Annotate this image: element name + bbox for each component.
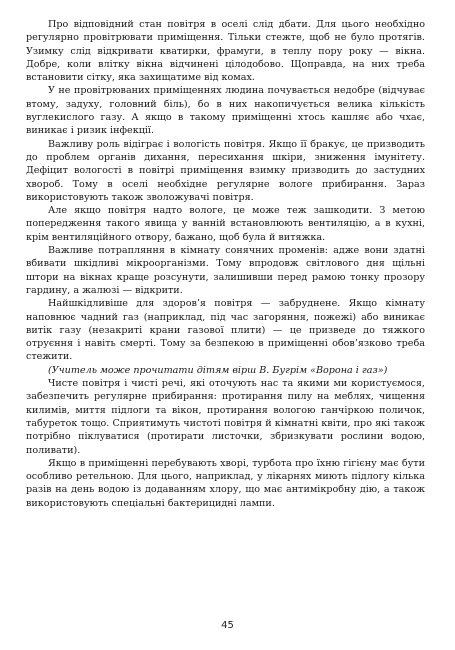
paragraph-cleaning: Чисте повітря і чисті речі, які оточують нас та якими ми користуємося, забезпечить регулярне прибирання: протирання пилу на меблях, чищення килимів, миття підлоги та вікон, протирання вологою ганчіркою поличок, табуреток тощо. Сприятимуть чистоті повітря й кімнатні квіти, про які також потрібно піклуватися (протирати листочки, збризкувати рослини водою, поливати). — [26, 378, 425, 456]
page-number: 45 — [221, 620, 234, 631]
paragraph-humidity: Важливу роль відіграє і вологість повітря. Якщо її бракує, це призводить до проблем органів дихання, пересихання шкіри, зниження імунітету. Дефіцит вологості в повітрі приміщення взимку призводить до застудних хвороб. Тому в оселі необхідне регулярне вологе прибирання. Зараз використовують також зволожувачі повітря. — [26, 138, 425, 203]
paragraph-sunlight: Важливе потрапляння в кімнату сонячних променів: адже вони здатні вбивати шкідливі мікроорганізми. Тому впродовж світлового дня щільні штори на вікнах краще розсунути, залишивши перед рамою тонку прозору гардину, а жалюзі — відкрити. — [26, 245, 425, 296]
paragraph-excess-humidity: Але якщо повітря надто вологе, це може теж зашкодити. З метою попередження такого явища у ванній встановлюють вентиляцію, а в кухні, крім вентиляційного отвору, бажано, щоб була й витяжка. — [26, 205, 425, 243]
paragraph-ventilation: Про відповідний стан повітря в оселі слід дбати. Для цього необхідно регулярно провітрювати приміщення. Тільки стежте, щоб не було протягів. Узимку слід відкривати кватирки, фрамуги, в теплу пору року — вікна. Добре, коли влітку вікна відчинені цілодобово. Щоправда, на них треба встановити сітку, яка захищатиме від комах. — [26, 19, 425, 84]
paragraph-stale-air: У не провітрюваних приміщеннях людина почувається недобре (відчуває втому, задуху, головний біль), бо в них накопичується велика кількість вуглекислого газу. А якщо в такому приміщенні хтось кашляє або чхає, виникає і ризик інфекції. — [26, 85, 425, 137]
paragraph-sick-care: Якщо в приміщенні перебувають хворі, турбота про їхню гігієну має бути особливо ретельною. Для цього, наприклад, у лікарнях миють підлогу кілька разів на день водою із додаванням хлору, що має антимікробну дію, а також використовують спеціальні бактерицидні лампи. — [26, 457, 425, 509]
teacher-note: (Учитель може прочитати дітям вірш В. Бугрім «Ворона і газ») — [48, 364, 388, 376]
paragraph-polluted-air: Найшкідливіше для здоров’я повітря — забруднене. Якщо кімнату наповнює чадний газ (наприклад, під час загоряння, пожежі) або виникає витік газу (незакриті крани газової плити) — це призведе до тяжкого отруєння і навіть смерті. Тому за безпекою в приміщенні обов’язково треба стежити. — [26, 298, 425, 363]
